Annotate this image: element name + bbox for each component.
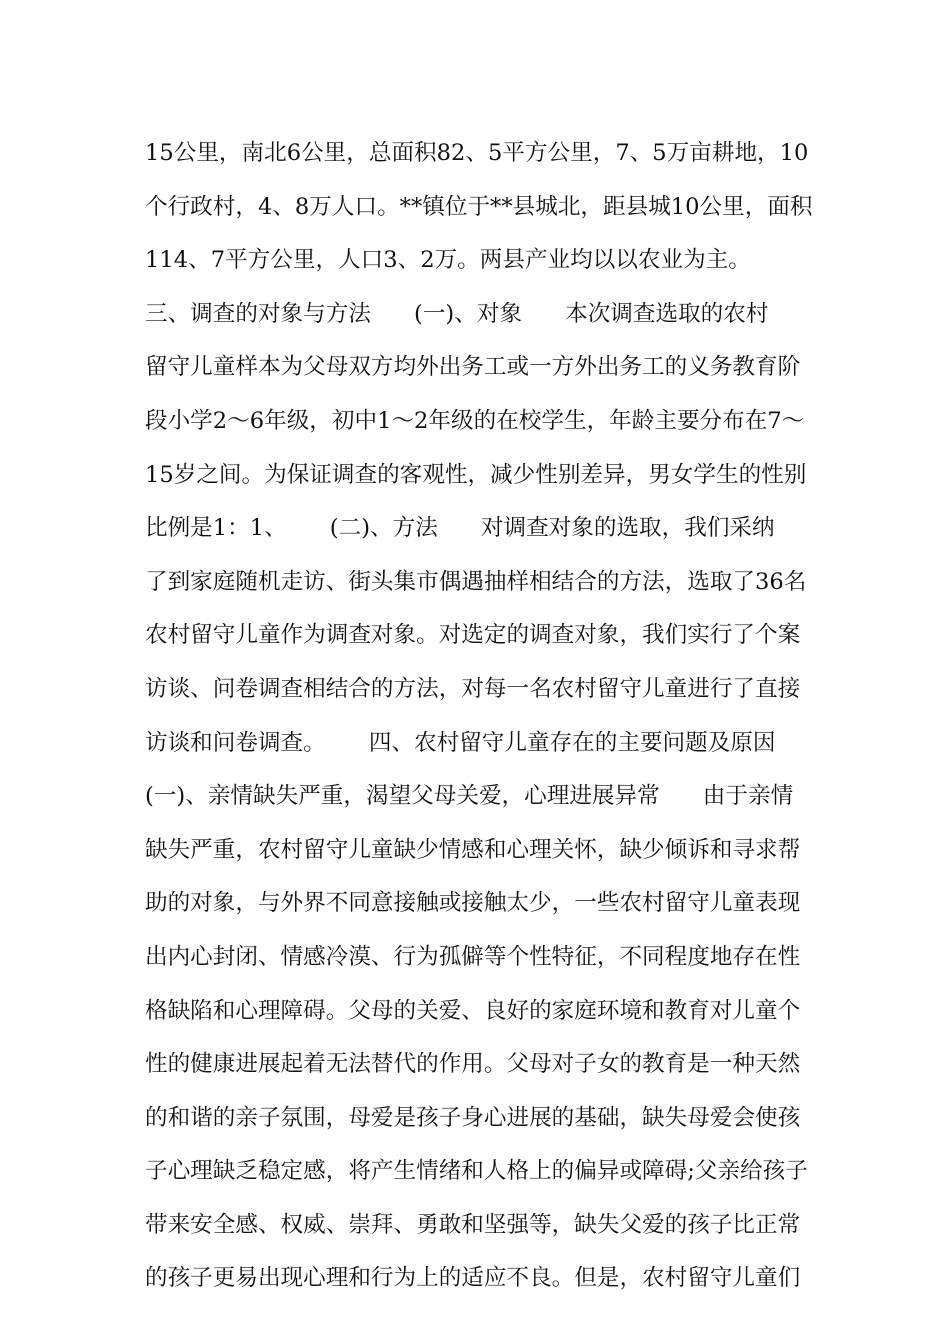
text-line-6: 段小学2～6年级，初中1～2年级的在校学生，年龄主要分布在7～ — [145, 407, 805, 434]
text-line-11: 访谈、问卷调查相结合的方法，对每一名农村留守儿童进行了直接 — [145, 675, 801, 702]
text-line-1: 15公里，南北6公里，总面积82、5平方公里，7、5万亩耕地，10 — [145, 140, 809, 166]
text-line-3: 114、7平方公里，人口3、2万。两县产业均以以农业为主。 — [145, 247, 751, 274]
text-line-13: (一)、亲情缺失严重，渴望父母关爱，心理进展异常 由于亲情 — [145, 783, 794, 810]
text-line-8: 比例是1：1、 (二)、方法 对调查对象的选取，我们采纳 — [145, 515, 775, 542]
text-line-16: 出内心封闭、情感冷漠、行为孤僻等个性特征，不同程度地存在性 — [145, 943, 801, 970]
text-line-18: 性的健康进展起着无法替代的作用。父母对子女的教育是一种天然 — [145, 1051, 801, 1078]
text-line-9: 了到家庭随机走访、街头集市偶遇抽样相结合的方法，选取了36名 — [145, 568, 807, 595]
text-line-20: 子心理缺乏稳定感，将产生情绪和人格上的偏异或障碍;父亲给孩子 — [145, 1158, 808, 1185]
body-text — [145, 134, 815, 1313]
text-line-7: 15岁之间。为保证调查的客观性，减少性别差异，男女学生的性别 — [145, 461, 807, 488]
text-line-5: 留守儿童样本为父母双方均外出务工或一方外出务工的义务教育阶 — [145, 354, 801, 381]
text-line-22: 的孩子更易出现心理和行为上的适应不良。但是，农村留守儿童们 — [145, 1265, 801, 1292]
text-line-4: 三、调查的对象与方法 (一)、对象 本次调查选取的农村 — [145, 300, 769, 327]
text-line-12: 访谈和问卷调查。 四、农村留守儿童存在的主要问题及原因 — [145, 729, 776, 756]
text-line-17: 格缺陷和心理障碍。父母的关爱、良好的家庭环境和教育对儿童个 — [145, 997, 801, 1024]
text-line-10: 农村留守儿童作为调查对象。对选定的调查对象，我们实行了个案 — [145, 622, 801, 649]
text-line-2: 个行政村，4、8万人口。**镇位于**县城北，距县城10公里，面积 — [145, 193, 813, 220]
text-line-19: 的和谐的亲子氛围，母爱是孩子身心进展的基础，缺失母爱会使孩 — [145, 1104, 801, 1131]
text-line-21: 带来安全感、权威、崇拜、勇敢和坚强等，缺失父爱的孩子比正常 — [145, 1211, 801, 1238]
text-line-14: 缺失严重，农村留守儿童缺少情感和心理关怀，缺少倾诉和寻求帮 — [145, 836, 801, 863]
text-line-15: 助的对象，与外界不同意接触或接触太少，一些农村留守儿童表现 — [145, 890, 801, 917]
